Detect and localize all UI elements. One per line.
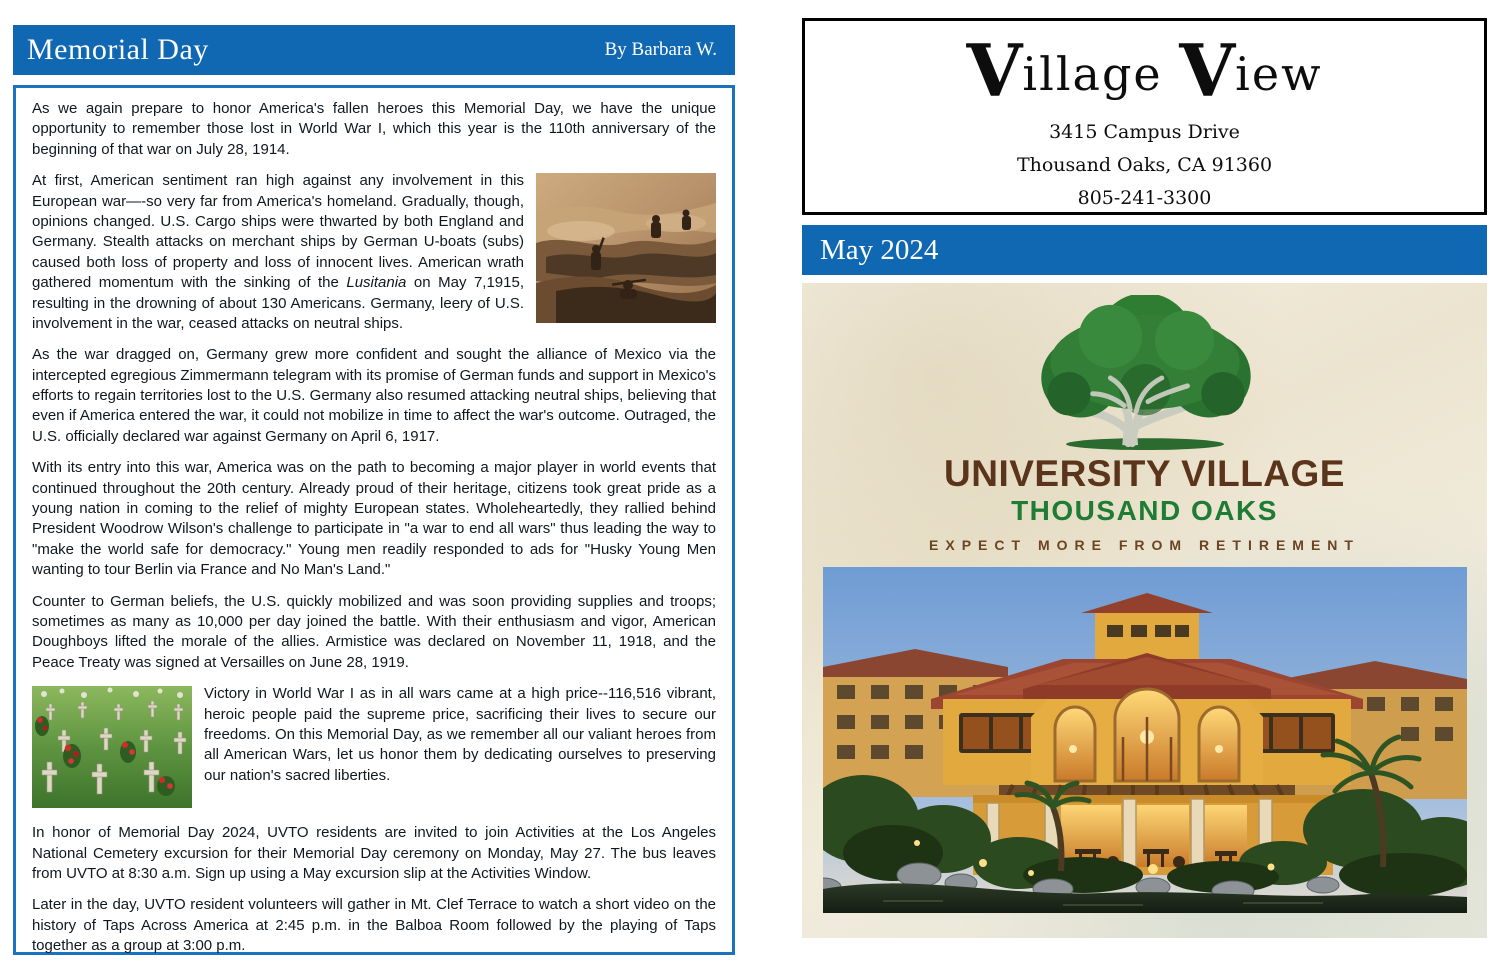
article-text-run: on May 7,1915, resulting in the drowning of about 130 Americans. Germany, leery of U.S. involvement in the war, ceased attacks on neutral ships.: [32, 274, 524, 332]
article-paragraph: As we again prepare to honor America's fallen heroes this Memorial Day, we have the unique opportunity to remember those lost in World War I, which this year is the 110th anniversary of the beginning of that war on July 28, 1914.: [32, 100, 716, 158]
article-byline: By Barbara W.: [604, 39, 717, 60]
newsletter-title-initial: V: [966, 28, 1023, 113]
article-body-box: [13, 85, 735, 955]
article-header-band: [13, 25, 735, 75]
article-text-italic: Lusitania: [346, 274, 407, 292]
article-paragraph: Later in the day, UVTO resident volunteers will gather in Mt. Clef Terrace to watch a short video on the history of Taps Across America at 2:45 p.m. in the Balboa Room followed by the playing of Taps together as a group at 3:00 p.m.: [32, 896, 716, 955]
issue-date: May 2024: [820, 233, 939, 266]
article-text-run: Victory in World War I as in all wars came at a high price--116,516 vibrant, heroic people paid the supreme price, sacrificing their lives to secure our freedoms. On this Memorial Day, as we remember all our valiant heroes from all American Wars, let us honor them by dedicating ourselves to preserving our nation's sacred liberties.: [204, 685, 716, 784]
article-paragraph: In honor of Memorial Day 2024, UVTO residents are invited to join Activities at the Los Angeles National Cemetery excursion for their Memorial Day ceremony on Monday, May 27. The bus leaves from UVTO at 8:30 a.m. Sign up using a May excursion slip at the Activities Window.: [32, 824, 716, 882]
community-panel: [802, 283, 1487, 938]
article-title: Memorial Day: [27, 33, 209, 66]
phone-number: 805-241-3300: [1077, 187, 1212, 210]
article-paragraph: [32, 684, 716, 812]
article-paragraph: [32, 171, 716, 334]
logo-community-name: UNIVERSITY VILLAGE: [944, 453, 1345, 494]
newsletter-title-rest: iew: [1235, 47, 1323, 101]
military-cemetery-photo: [32, 686, 192, 808]
issue-date-banner: [802, 225, 1487, 275]
article-paragraph: Counter to German beliefs, the U.S. quickly mobilized and was soon providing supplies and troops; sometimes as many as 10,000 per day joined the battle. With their enthusiasm and vigor, American Doughboys lifted the morale of the allies. Armistice was declared on November 11, 1918, and the Peace Treaty was signed at Versailles on June 28, 1919.: [32, 592, 716, 671]
article-column: [13, 25, 735, 955]
article-paragraph: As the war dragged on, Germany grew more confident and sought the alliance of Mexico via the intercepted egregious Zimmermann telegram with its promise of German funds and support in Mexico's efforts to regain territories lost to the U.S. Germany also resumed attacking neutral ships, believing that even if America entered the war, it could not mobilize in time to affect the war's outcome. Outraged, the U.S. officially declared war against Germany on April 6, 1917.: [32, 346, 717, 445]
clubhouse-dusk-photo: [823, 567, 1467, 913]
masthead-column: [802, 18, 1487, 938]
article-text-run: At first, American sentiment ran high against any involvement in this European war—-so very far from America's homeland. Gradually, though, opinions changed. U.S. Cargo ships were thwarted by both England and Germany. Stealth attacks on merchant ships by German U-boats (subs) caused both loss of property and loss of innocent lives. American wrath gathered momentum with the sinking of the: [32, 172, 524, 292]
oak-tree-logo-icon: [1010, 295, 1280, 453]
newsletter-title-rest: illage: [1022, 47, 1163, 101]
newsletter-masthead: [802, 18, 1487, 215]
logo-tagline: EXPECT MORE FROM RETIREMENT: [929, 536, 1360, 553]
address-line: Thousand Oaks, CA 91360: [1016, 154, 1273, 177]
logo-community-city: THOUSAND OAKS: [1011, 494, 1278, 526]
ww1-trench-photo: [536, 173, 716, 323]
masthead-address: [805, 116, 1484, 215]
article-paragraph: With its entry into this war, America was on the path to becoming a major player in world events that continued throughout the 20th century. Already proud of their heritage, citizens took great pride as a young nation in coming to the relief of mighty European states. Wholeheartedly, they rallied behind President Woodrow Wilson's challenge to participate in "a war to end all wars" thus leading the way to "make the world safe for democracy." Young men readily responded to ads for "Husky Young Men wanting to tour Berlin via France and No Man's Land.": [32, 459, 716, 579]
address-line: 3415 Campus Drive: [1049, 121, 1240, 144]
newsletter-title-initial: V: [1179, 28, 1236, 113]
newsletter-title: [805, 28, 1484, 113]
